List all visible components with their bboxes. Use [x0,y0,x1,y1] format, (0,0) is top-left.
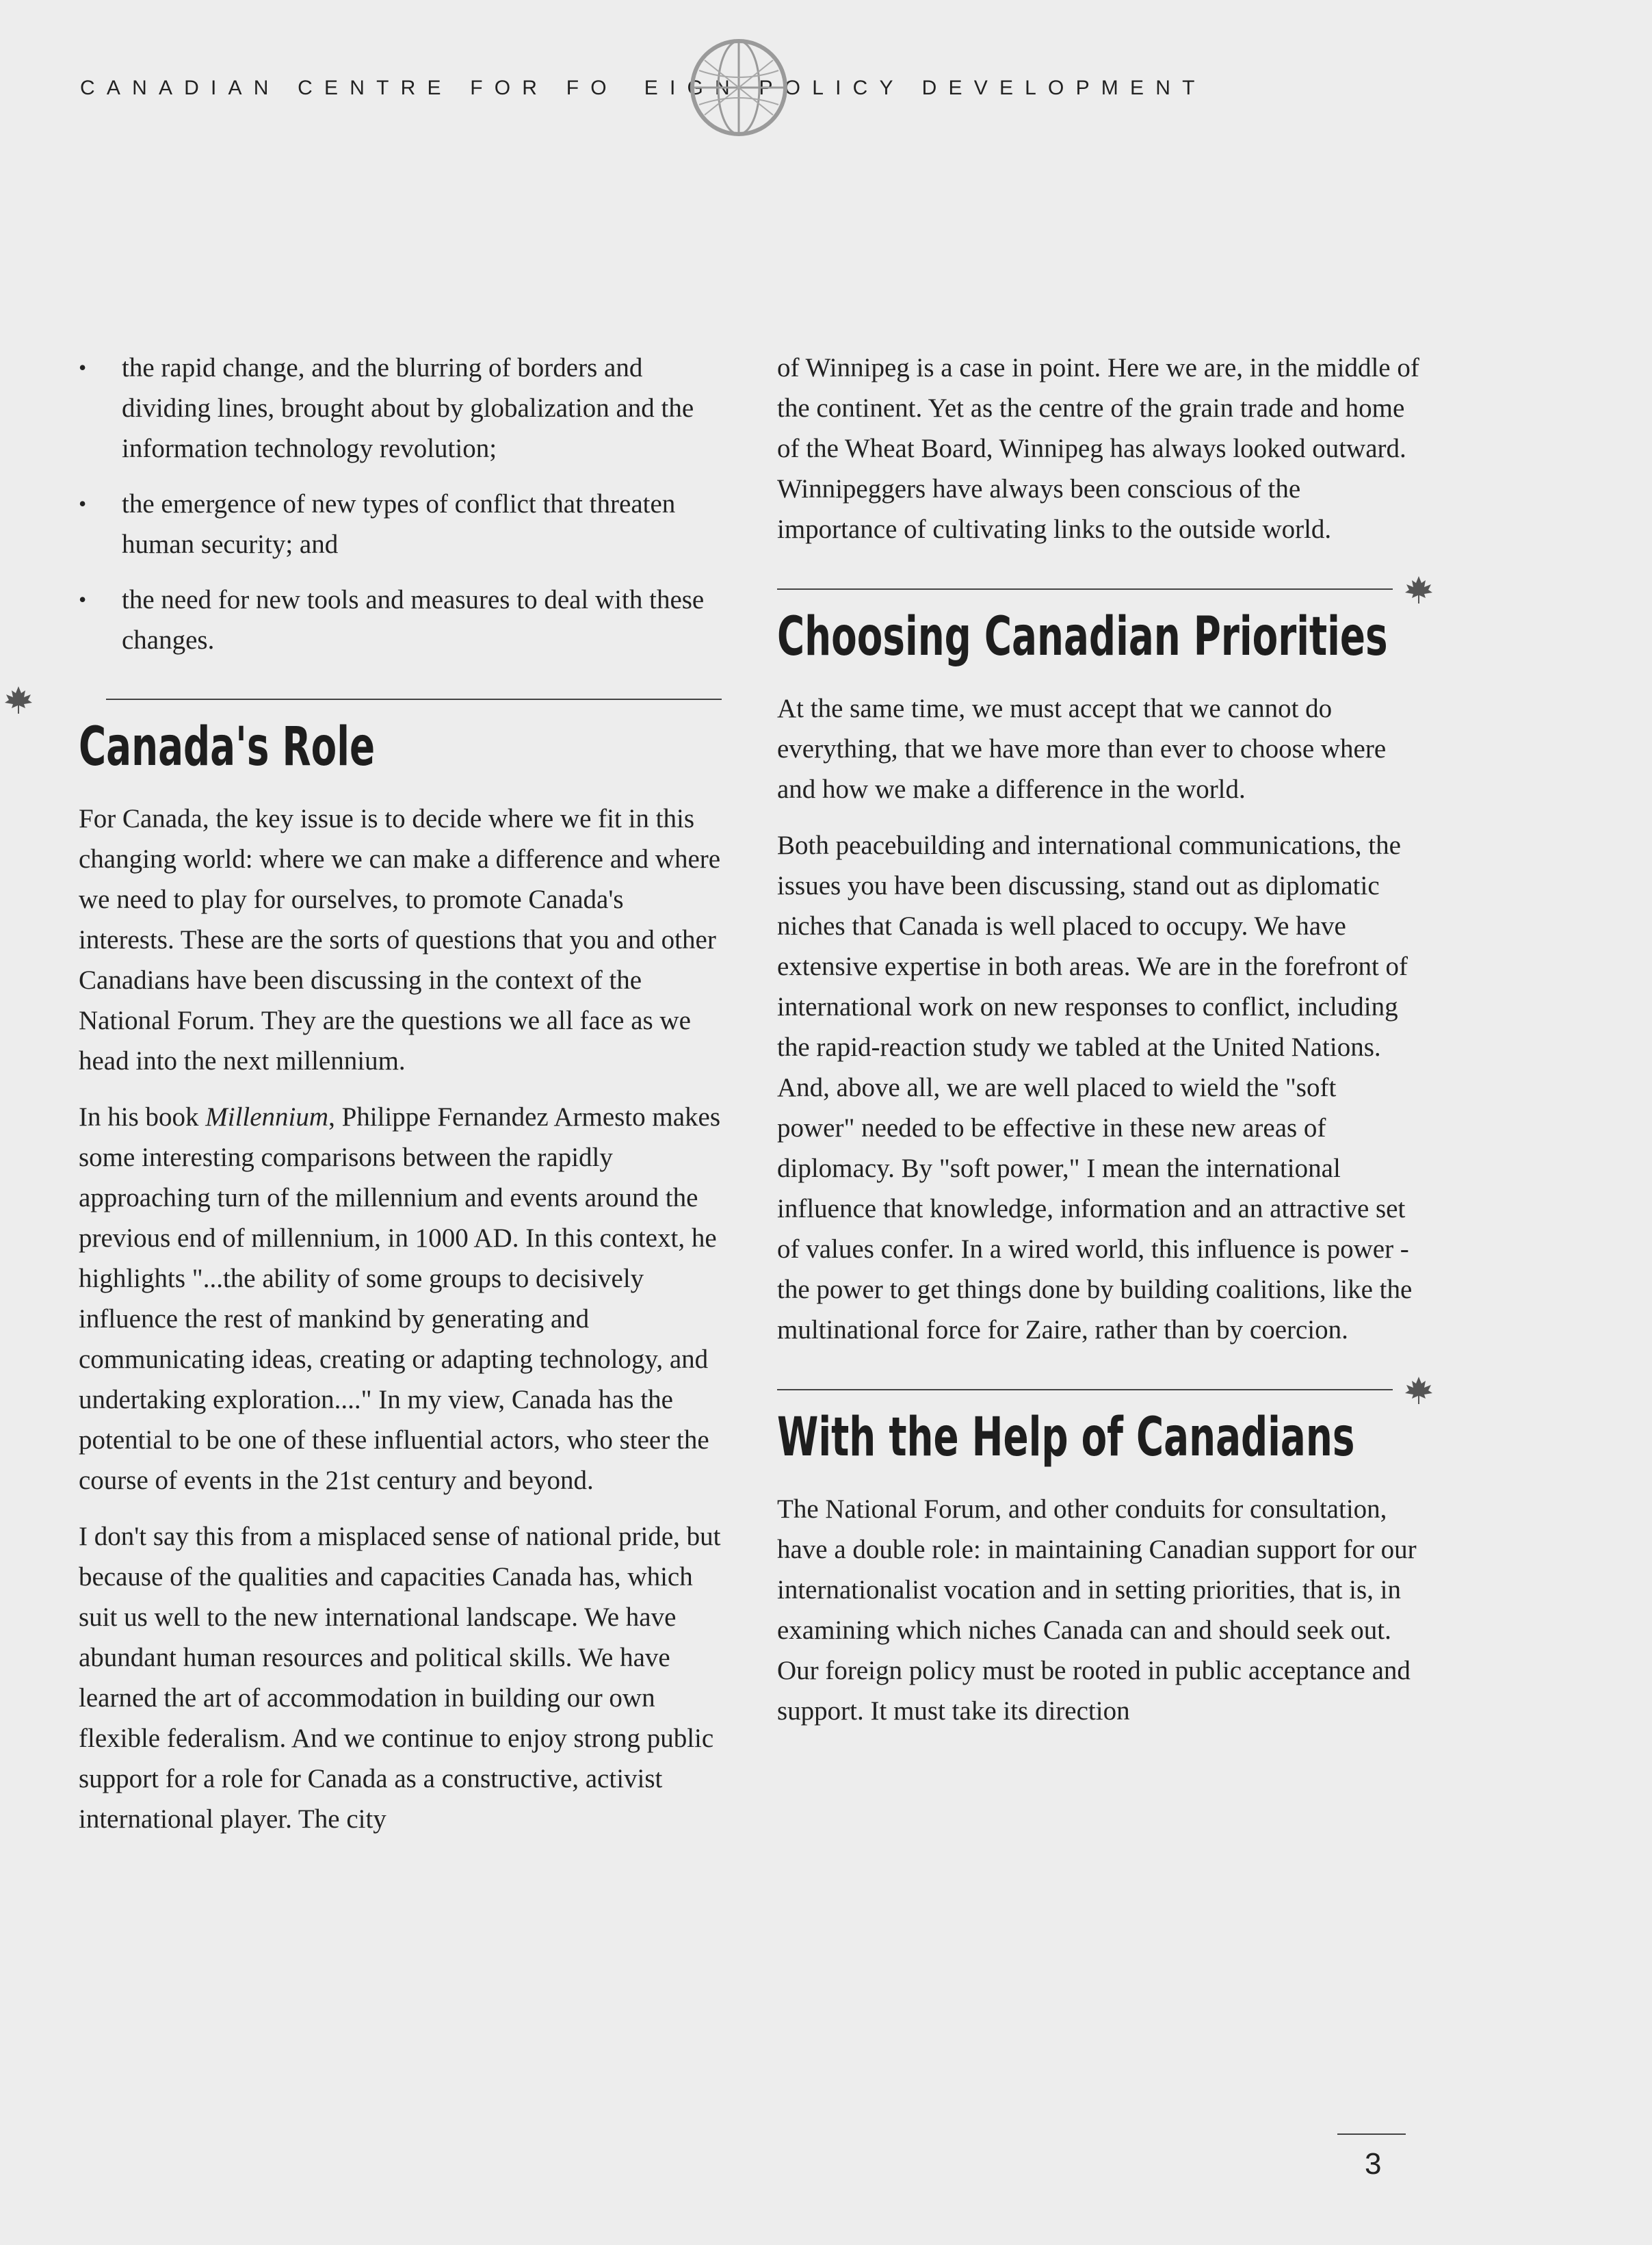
paragraph: I don't say this from a misplaced sense of national pride, but because of the qualities and capacities Canada has, which suit us well to the new international landscape. We have abundant human resources and political skills. We have learned the art of accommodation in building our own flexible federalism. And we continue to enjoy strong public support for a role for Canada as a constructive, activist international player. The city [79,1522,721,1834]
right-column [777,348,1420,1747]
heading-help-of-canadians: With the Help of Canadians [777,1407,1355,1468]
header-left-text: CANADIAN CENTRE FOR FO [80,77,618,99]
maple-leaf-icon [3,685,34,715]
left-column [79,348,722,1855]
paragraph: At the same time, we must accept that we cannot do everything, that we have more than ever to choose where and how we make a difference in the world. [777,694,1387,804]
section-divider [777,565,1420,606]
page-number-rule [1337,2133,1406,2135]
paragraph-text: In his book [79,1102,206,1132]
paragraph-text: , Philippe Fernandez Armesto makes some interesting comparisons between the rapidly approaching turn of the millennium and events around the previous end of millennium, in 1000 AD. In this context, he highlights "...the ability of some groups to decisively influence the rest of mankind by generating and communicating ideas, creating or adapting technology, and undertaking exploration...." In my view, Canada has the potential to be one of these influential actors, who steer the course of events in the 21st century and beyond. [79,1102,721,1495]
heading-choosing-priorities: Choosing Canadian Priorities [777,606,1388,668]
bullet-item [79,580,722,660]
bullet-dot: • [79,355,87,380]
globe-logo-icon [684,33,794,142]
paragraph [79,1097,722,1501]
bullet-text: the emergence of new types of conflict that threaten human security; and [122,489,676,559]
header-right-text: EIGN POLICY DEVELOPMENT [644,77,1207,99]
paragraph: Both peacebuilding and international communications, the issues you have been discussing, stand out as diplomatic niches that Canada is well placed to occupy. We have extensive expertise in both areas. We are in the forefront of international work on new responses to conflict, including the rapid-reaction study we tabled at the United Nations. And, above all, we are well placed to wield the "soft power" needed to be effective in these new areas of diplomacy. By "soft power," I mean the international influence that knowledge, information and an attractive set of values confer. In a wired world, this influence is power - the power to get things done by building coalitions, like the multinational force for Zaire, rather than by coercion. [777,831,1413,1345]
paragraph: The National Forum, and other conduits for consultation, have a double role: in maintaining Canadian support for our internationalist vocation and in setting priorities, that is, in examining which niches Canada can and should seek out. Our foreign policy must be rooted in public acceptance and support. It must take its direction [777,1494,1417,1726]
heading-canadas-role: Canada's Role [79,716,376,778]
bullet-dot: • [79,587,87,612]
maple-leaf-icon [1404,575,1434,605]
maple-leaf-icon [1404,1375,1434,1405]
bullet-text: the rapid change, and the blurring of borders and dividing lines, brought about by globalization and the information technology revolution; [122,353,694,463]
bullet-item [79,348,722,469]
paragraph: of Winnipeg is a case in point. Here we are, in the middle of the continent. Yet as the centre of the grain trade and home of the Wheat Board, Winnipeg has always looked outward. Winnipeggers have always been conscious of the importance of cultivating links to the outside world. [777,353,1419,544]
bullet-item [79,484,722,565]
book-title: Millennium [205,1102,329,1132]
bullet-dot: • [79,491,87,516]
paragraph: For Canada, the key issue is to decide where we fit in this changing world: where we can make a difference and where we need to play for ourselves, to promote Canada's interests. These are the sorts of questions that you and other Canadians have been discussing in the context of the National Forum. They are the questions we all face as we head into the next millennium. [79,804,721,1076]
page-number: 3 [1365,2147,1382,2181]
bullet-list [79,348,722,660]
bullet-text: the need for new tools and measures to deal with these changes. [122,585,705,655]
section-divider [79,675,722,716]
section-divider [777,1366,1420,1407]
